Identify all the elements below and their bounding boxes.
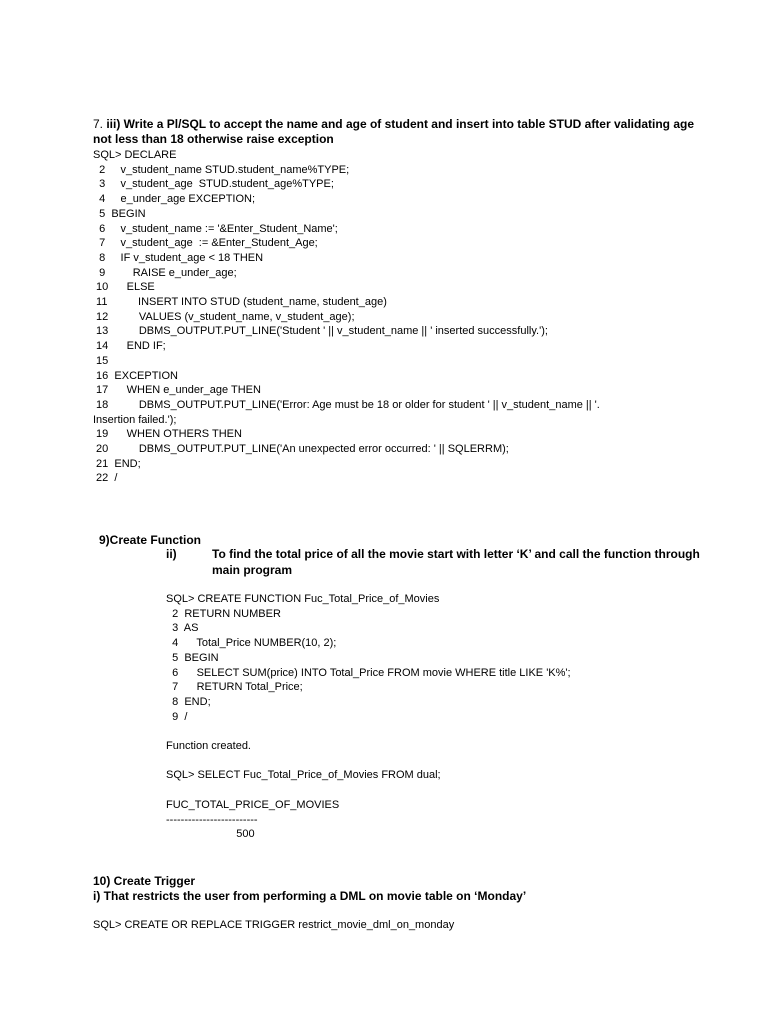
q9-sub-text-line2: main program <box>212 563 293 577</box>
q7-code-line-5: 6 v_student_name := '&Enter_Student_Name'; <box>93 222 338 235</box>
q7-number: 7. <box>93 117 107 131</box>
q7-code-line-1: 2 v_student_name STUD.student_name%TYPE; <box>93 163 350 176</box>
q7-code-line-9: 10 ELSE <box>93 281 155 294</box>
q7-code-line-14: 15 <box>93 354 109 367</box>
q10-sub-heading: i) That restricts the user from performing a DML on movie table on ‘Monday’ <box>93 889 527 903</box>
q7-heading-line1: iii) Write a Pl/SQL to accept the name and age of student and insert into table STUD after validating age <box>106 117 695 131</box>
q7-code-line-22: 22 / <box>93 472 118 485</box>
q7-code-line-15: 16 EXCEPTION <box>93 369 178 382</box>
q9-heading: 9)Create Function <box>99 533 202 547</box>
q7-code-line-17: 18 DBMS_OUTPUT.PUT_LINE('Error: Age must be 18 or older for student ' || v_student_name || '. <box>93 398 600 411</box>
q9-output-separator: ------------------------- <box>166 813 258 826</box>
q7-code-line-8: 9 RAISE e_under_age; <box>93 266 237 279</box>
q7-code-line-10: 11 INSERT INTO STUD (student_name, student_age) <box>93 296 387 308</box>
q7-code-line-19: 19 WHEN OTHERS THEN <box>93 428 242 441</box>
q7-code-line-2: 3 v_student_age STUD.student_age%TYPE; <box>93 178 334 191</box>
q9-code-line-1: 2 RETURN NUMBER <box>166 607 281 620</box>
q7-code-line-21: 21 END; <box>93 457 141 470</box>
q9-output-value: 500 <box>166 828 255 841</box>
q9-code-line-0: SQL> CREATE FUNCTION Fuc_Total_Price_of_Movies <box>166 593 440 605</box>
q7-code-line-16: 17 WHEN e_under_age THEN <box>93 384 261 397</box>
q7-code-line-18: Insertion failed.'); <box>93 413 177 426</box>
q7-code-line-0: SQL> DECLARE <box>93 149 177 161</box>
q9-output-function-created: Function created. <box>166 740 251 752</box>
q9-code-line-3: 4 Total_Price NUMBER(10, 2); <box>166 637 337 650</box>
q9-output-column-header: FUC_TOTAL_PRICE_OF_MOVIES <box>166 798 340 811</box>
q7-code-line-4: 5 BEGIN <box>93 207 146 220</box>
q7-code-line-11: 12 VALUES (v_student_name, v_student_age); <box>93 310 355 323</box>
q7-heading-line2: not less than 18 otherwise raise exception <box>93 132 334 146</box>
q7-code-line-20: 20 DBMS_OUTPUT.PUT_LINE('An unexpected error occurred: ' || SQLERRM); <box>93 443 509 455</box>
q9-sub-label: ii) <box>166 547 177 561</box>
q9-code-line-4: 5 BEGIN <box>166 651 219 664</box>
q7-code-line-7: 8 IF v_student_age < 18 THEN <box>93 251 264 264</box>
q10-code-line-0: SQL> CREATE OR REPLACE TRIGGER restrict_movie_dml_on_monday <box>93 919 455 931</box>
q9-code-line-7: 8 END; <box>166 695 211 708</box>
q9-code-line-8: 9 / <box>166 710 188 723</box>
q7-code-line-6: 7 v_student_age := &Enter_Student_Age; <box>93 237 318 250</box>
q9-code-line-12: SQL> SELECT Fuc_Total_Price_of_Movies FROM dual; <box>166 769 441 782</box>
q9-code-line-5: 6 SELECT SUM(price) INTO Total_Price FROM movie WHERE title LIKE 'K%'; <box>166 666 571 679</box>
q7-code-line-13: 14 END IF; <box>93 340 166 353</box>
q7-code-line-3: 4 e_under_age EXCEPTION; <box>93 193 256 206</box>
q9-code-line-2: 3 AS <box>166 622 199 635</box>
q9-sub-text-line1: To find the total price of all the movie start with letter ‘K’ and call the function through <box>212 547 700 561</box>
q10-heading: 10) Create Trigger <box>93 874 196 888</box>
q7-code-line-12: 13 DBMS_OUTPUT.PUT_LINE('Student ' || v_student_name || ' inserted successfully.'); <box>93 325 548 338</box>
q7-heading <box>93 117 694 132</box>
q9-code-line-6: 7 RETURN Total_Price; <box>166 681 303 694</box>
